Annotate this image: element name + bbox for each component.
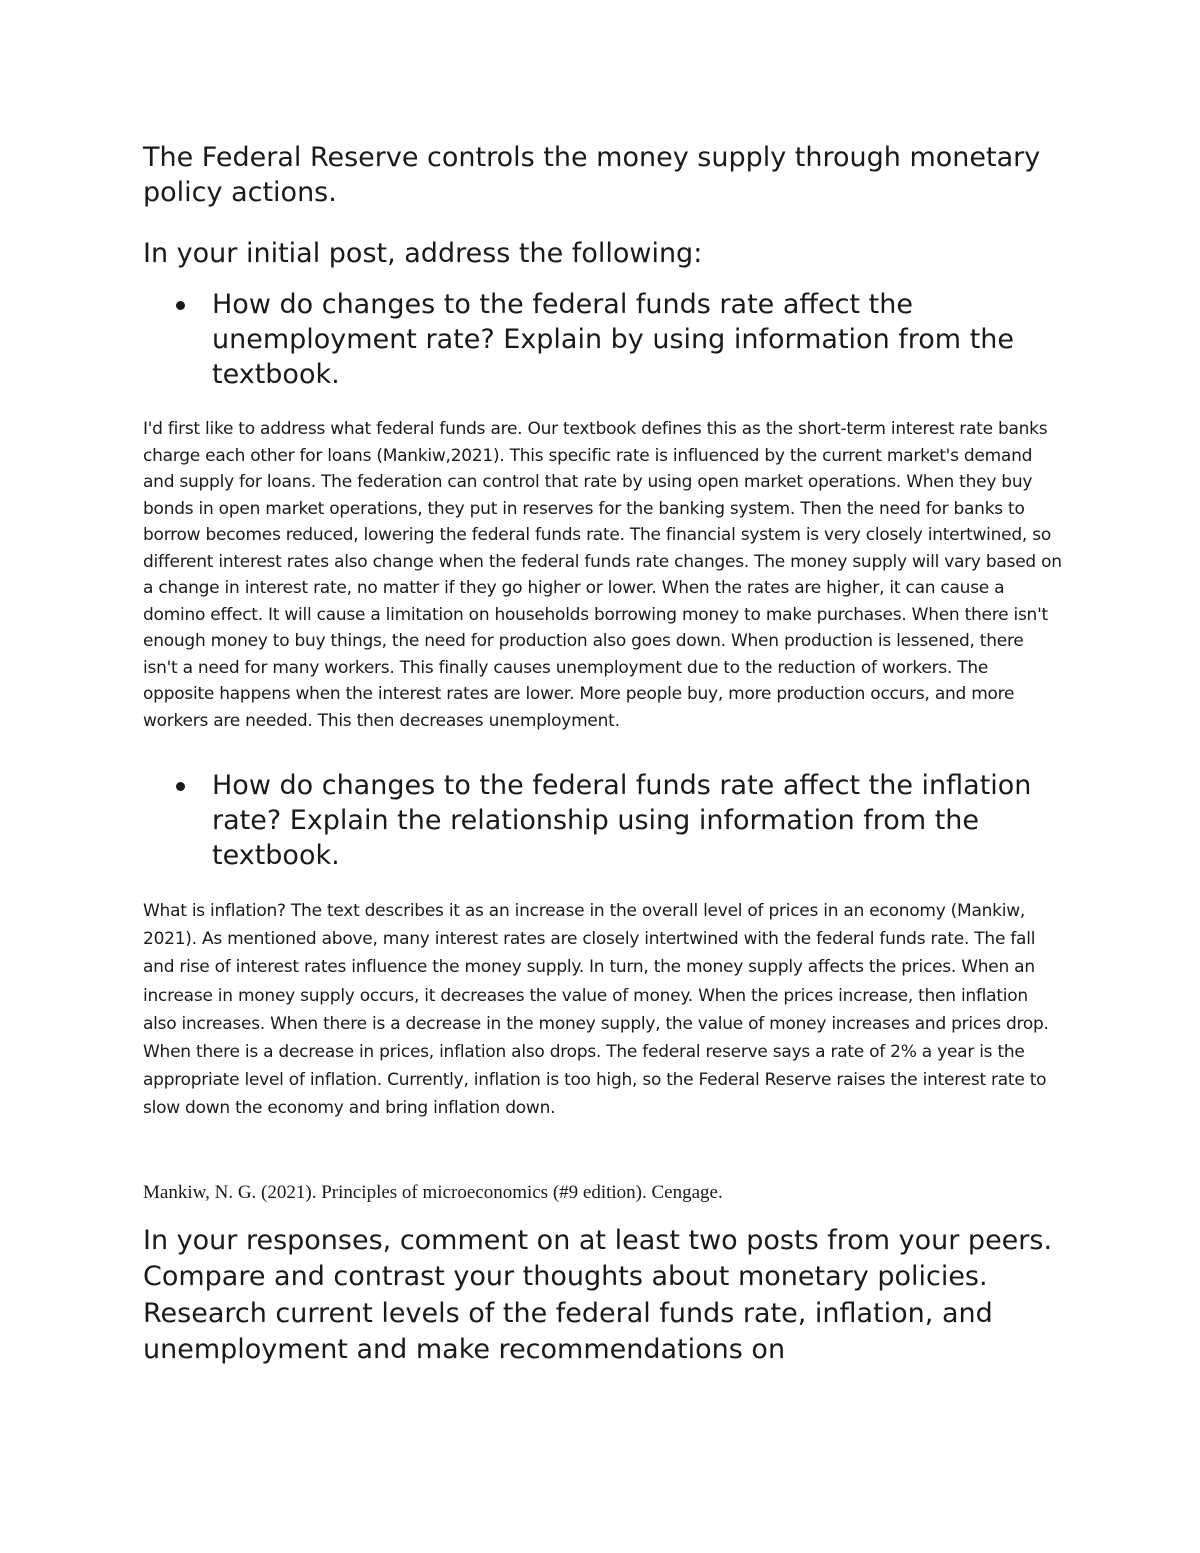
question-1-text: How do changes to the federal funds rate affect the unemployment rate? Explain by using information from the textbook. <box>212 289 1014 390</box>
answer-2-paragraph: What is inflation? The text describes it as an increase in the overall level of prices in an economy (Mankiw, 2021). As mentioned above, many interest rates are closely intertwined with the federal funds rate. The fall and rise of interest rates influence the money supply. In turn, the money supply affects the prices. When an increase in money supply occurs, it decreases the value of money. When the prices increase, then inflation also increases. When there is a decrease in the money supply, the value of money increases and prices drop. When there is a decrease in prices, inflation also drops. The federal reserve says a rate of 2% a year is the appropriate level of inflation. Currently, inflation is too high, so the Federal Reserve raises the interest rate to slow down the economy and bring inflation down. <box>143 901 1049 1119</box>
responses-prompt: In your responses, comment on at least two posts from your peers. Compare and contrast your thoughts about monetary policies. Research current levels of the federal funds rate, inflation, and unemployment and make recommendations on <box>143 1224 1053 1366</box>
bullet-icon <box>176 782 185 791</box>
answer-1-paragraph: I'd first like to address what federal funds are. Our textbook defines this as the short-term interest rate banks charge each other for loans (Mankiw,2021). This specific rate is influenced by the current market's demand and supply for loans. The federation can control that rate by using open market operations. When they buy bonds in open market operations, they put in reserves for the banking system. Then the need for banks to borrow becomes reduced, lowering the federal funds rate. The financial system is very closely intertwined, so different interest rates also change when the federal funds rate changes. The money supply will vary based on a change in interest rate, no matter if they go higher or lower. When the rates are higher, it can cause a domino effect. It will cause a limitation on households borrowing money to make purchases. When there isn't enough money to buy things, the need for production also goes down. When production is lessened, there isn't a need for many workers. This finally causes unemployment due to the reduction of workers. The opposite happens when the interest rates are lower. More people buy, more production occurs, and more workers are needed. This then decreases unemployment. <box>143 419 1062 731</box>
question-1-item <box>143 287 1063 392</box>
intro-paragraph: The Federal Reserve controls the money supply through monetary policy actions. <box>143 142 1041 208</box>
bullet-icon <box>176 301 185 310</box>
citation: Mankiw, N. G. (2021). Principles of microeconomics (#9 edition). Cengage. <box>143 1181 723 1203</box>
question-2-item <box>143 768 1063 873</box>
question-list-2 <box>143 768 1063 873</box>
document-page <box>143 140 1063 1369</box>
question-2-text: How do changes to the federal funds rate affect the inflation rate? Explain the relationship using information from the textbook. <box>212 770 1032 871</box>
question-list-1 <box>143 287 1063 392</box>
prompt-heading: In your initial post, address the following: <box>143 238 703 269</box>
